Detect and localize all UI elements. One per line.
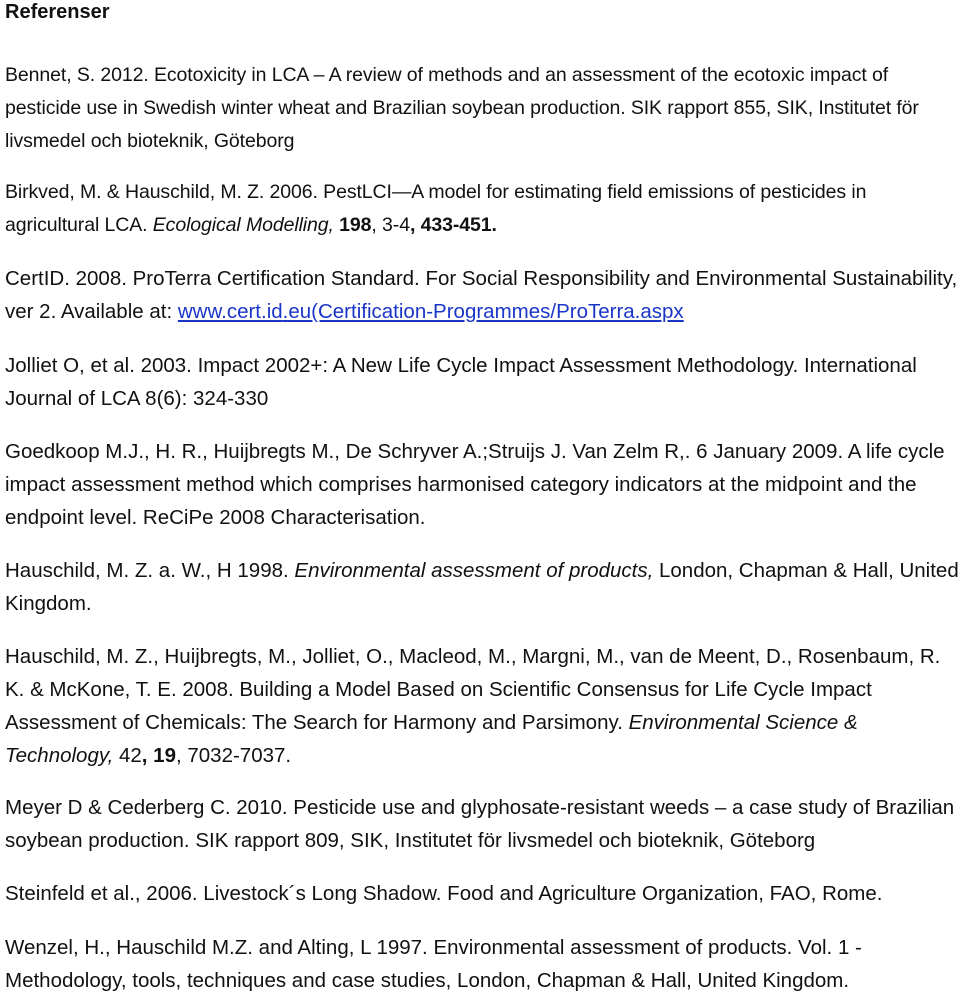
reference-meyer: Meyer D & Cederberg C. 2010. Pesticide use and glyphosate-resistant weeds – a case study of Brazilian soybean production. SIK rapport 809, SIK, Institutet för livsmedel och bioteknik, Göteborg xyxy=(5,796,955,852)
reference-text: Birkved, M. & Hauschild, M. Z. 2006. PestLCI—A model for estimating field emissions of pesticides in agricultural LCA. xyxy=(5,181,867,236)
pages: , 7032-7037. xyxy=(175,744,292,767)
issue: , 3-4 xyxy=(371,214,410,236)
reference-text: Hauschild, M. Z. a. W., H 1998. xyxy=(5,559,295,582)
pages-separator: , 433-451. xyxy=(409,214,497,236)
reference-steinfeld: Steinfeld et al., 2006. Livestock´s Long Shadow. Food and Agriculture Organization, FAO, Rome. xyxy=(5,882,883,905)
reference-jolliet: Jolliet O, et al. 2003. Impact 2002+: A New Life Cycle Impact Assessment Methodology. International Journal of LCA 8(6): 324-330 xyxy=(5,354,917,410)
reference-certid xyxy=(5,262,960,328)
certid-link[interactable]: www.cert.id.eu(Certification-Programmes/ProTerra.aspx xyxy=(177,300,684,323)
journal-name: Environmental Science & Technology, xyxy=(5,711,858,767)
volume: 42 xyxy=(113,744,142,767)
reference-text: Hauschild, M. Z., Huijbregts, M., Jolliet, O., Macleod, M., Margni, M., van de Meent, D., Rosenbaum, R. K. & McKone, T. E. 2008. Building a Model Based on Scientific Consensus for Life Cycle Impact Assessment of Chemicals: The Search for Harmony and Parsimony. xyxy=(5,645,941,734)
reference-hauschild-1998 xyxy=(5,554,960,620)
reference-hauschild-2008 xyxy=(5,640,960,772)
reference-birkved xyxy=(5,176,960,242)
issue: , 19 xyxy=(141,744,176,767)
volume: 198 xyxy=(333,214,372,236)
journal-name: Ecological Modelling, xyxy=(152,214,334,236)
page-title: Referenser xyxy=(5,1,110,23)
reference-wenzel: Wenzel, H., Hauschild M.Z. and Alting, L 1997. Environmental assessment of products. Vol. 1 - Methodology, tools, techniques and case studies, London, Chapman & Hall, United Kingdom. xyxy=(5,936,862,992)
reference-text: CertID. 2008. ProTerra Certification Standard. For Social Responsibility and Environmental Sustainability, ver 2. Available at: xyxy=(5,267,958,323)
reference-bennet: Bennet, S. 2012. Ecotoxicity in LCA – A review of methods and an assessment of the ecotoxic impact of pesticide use in Swedish winter wheat and Brazilian soybean production. SIK rapport 855, SIK, Institutet för livsmedel och bioteknik, Göteborg xyxy=(5,64,919,152)
book-title: Environmental assessment of products, xyxy=(294,559,654,582)
reference-goedkoop: Goedkoop M.J., H. R., Huijbregts M., De Schryver A.;Struijs J. Van Zelm R,. 6 January 2009. A life cycle impact assessment method which comprises harmonised category indicators at the midpoint and the endpoint level. ReCiPe 2008 Characterisation. xyxy=(5,440,945,529)
reference-text: London, Chapman & Hall, United Kingdom. xyxy=(5,559,959,615)
